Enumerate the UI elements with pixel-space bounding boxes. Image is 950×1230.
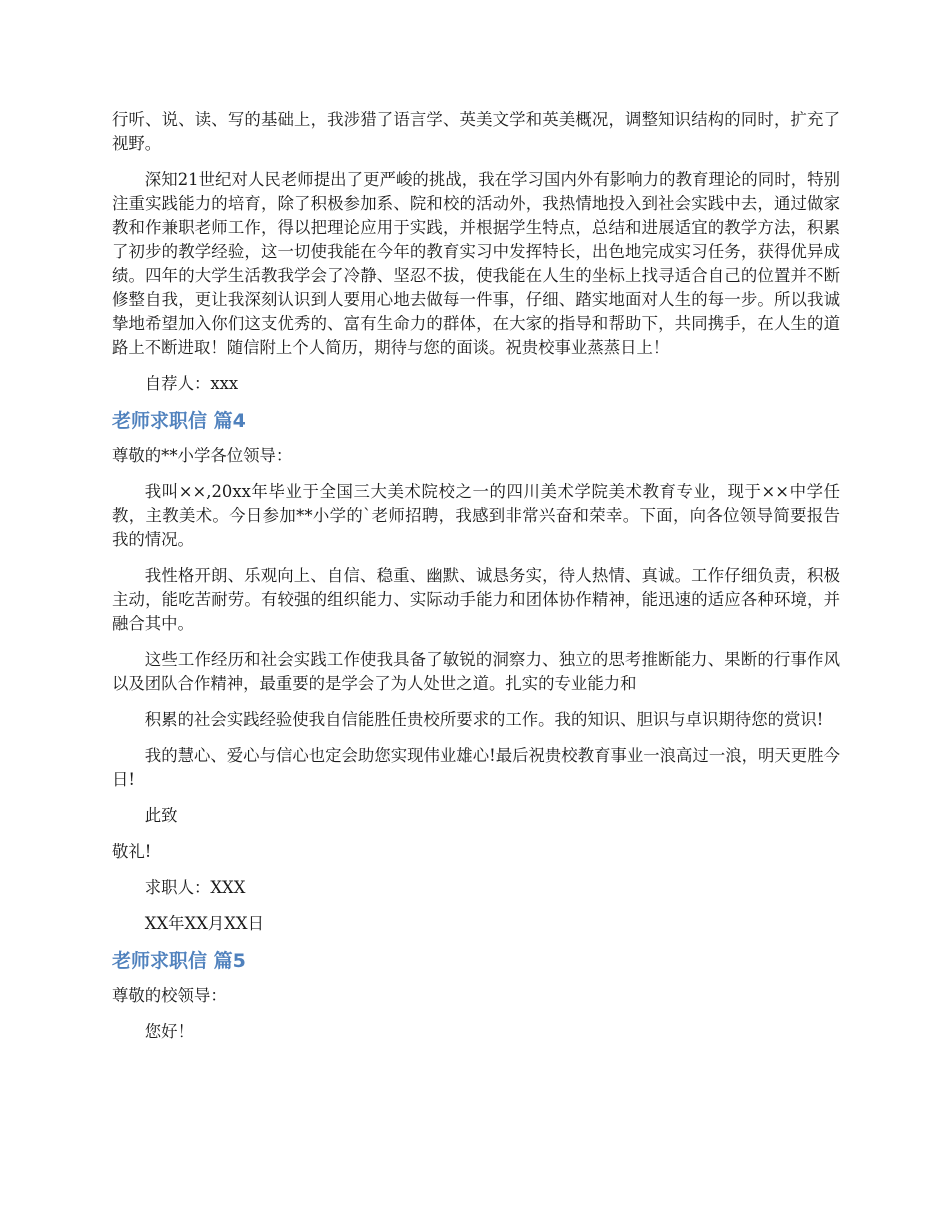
greeting: 您好！ xyxy=(144,1022,194,1041)
signature-line: 自荐人：xxx xyxy=(144,374,239,393)
paragraph: 深知21世纪对人民老师提出了更严峻的挑战，我在学习国内外有影响力的教育理论的同时，特别注重实践能力的培育，除了积极参加系、院和校的活动外，我热情地投入到社会实践中去，通过做家教和作兼职老师工作，得以把理论应用于实践，并根据学生特点，总结和进展适宜的教学方法，积累了初步的教学经验，这一切使我能在今年的教育实习中发挥特长，出色地完成实习任务，获得优异成绩。四年的大学生活教我学会了冷静、坚忍不拔，使我能在人生的坐标上找寻适合自己的位置并不断修整自我，更让我深刻认识到人要用心地去做每一件事，仔细、踏实地面对人生的每一步。所以我诚挚地希望加入你们这支优秀的、富有生命力的群体，在大家的指导和帮助下，共同携手，在人生的道路上不断进取！随信附上个人简历，期待与您的面谈。祝贵校事业蒸蒸日上！ xyxy=(112,170,840,357)
date-line: XX年XX月XX日 xyxy=(144,914,264,933)
paragraph: 行听、说、读、写的基础上，我涉猎了语言学、英美文学和英美概况，调整知识结构的同时，扩充了视野。 xyxy=(112,110,840,153)
paragraph: 我性格开朗、乐观向上、自信、稳重、幽默、诚恳务实，待人热情、真诚。工作仔细负责，积极主动，能吃苦耐劳。有较强的组织能力、实际动手能力和团体协作精神，能迅速的适应各种环境，并融合其中。 xyxy=(112,566,840,633)
paragraph: 我叫××,20xx年毕业于全国三大美术院校之一的四川美术学院美术教育专业，现于××中学任教，主教美术。今日参加**小学的`老师招聘，我感到非常兴奋和荣幸。下面，向各位领导简要报告我的情况。 xyxy=(112,482,840,549)
closing-line: 此致 xyxy=(144,806,178,825)
paragraph: 我的慧心、爱心与信心也定会助您实现伟业雄心!最后祝贵校教育事业一浪高过一浪，明天更胜今日! xyxy=(112,746,840,789)
salutation: 尊敬的**小学各位领导： xyxy=(112,446,293,465)
salutation: 尊敬的校领导： xyxy=(112,986,227,1005)
paragraph: 积累的社会实践经验使我自信能胜任贵校所要求的工作。我的知识、胆识与卓识期待您的赏识! xyxy=(144,710,824,729)
closing-salute: 敬礼! xyxy=(112,842,152,861)
section-heading-5: 老师求职信 篇5 xyxy=(112,950,246,972)
paragraph: 这些工作经历和社会实践工作使我具备了敏锐的洞察力、独立的思考推断能力、果断的行事作风以及团队合作精神，最重要的是学会了为人处世之道。扎实的专业能力和 xyxy=(112,650,840,693)
signature-line: 求职人：XXX xyxy=(144,878,246,897)
document-page xyxy=(112,108,840,1056)
section-heading-4: 老师求职信 篇4 xyxy=(112,410,246,432)
